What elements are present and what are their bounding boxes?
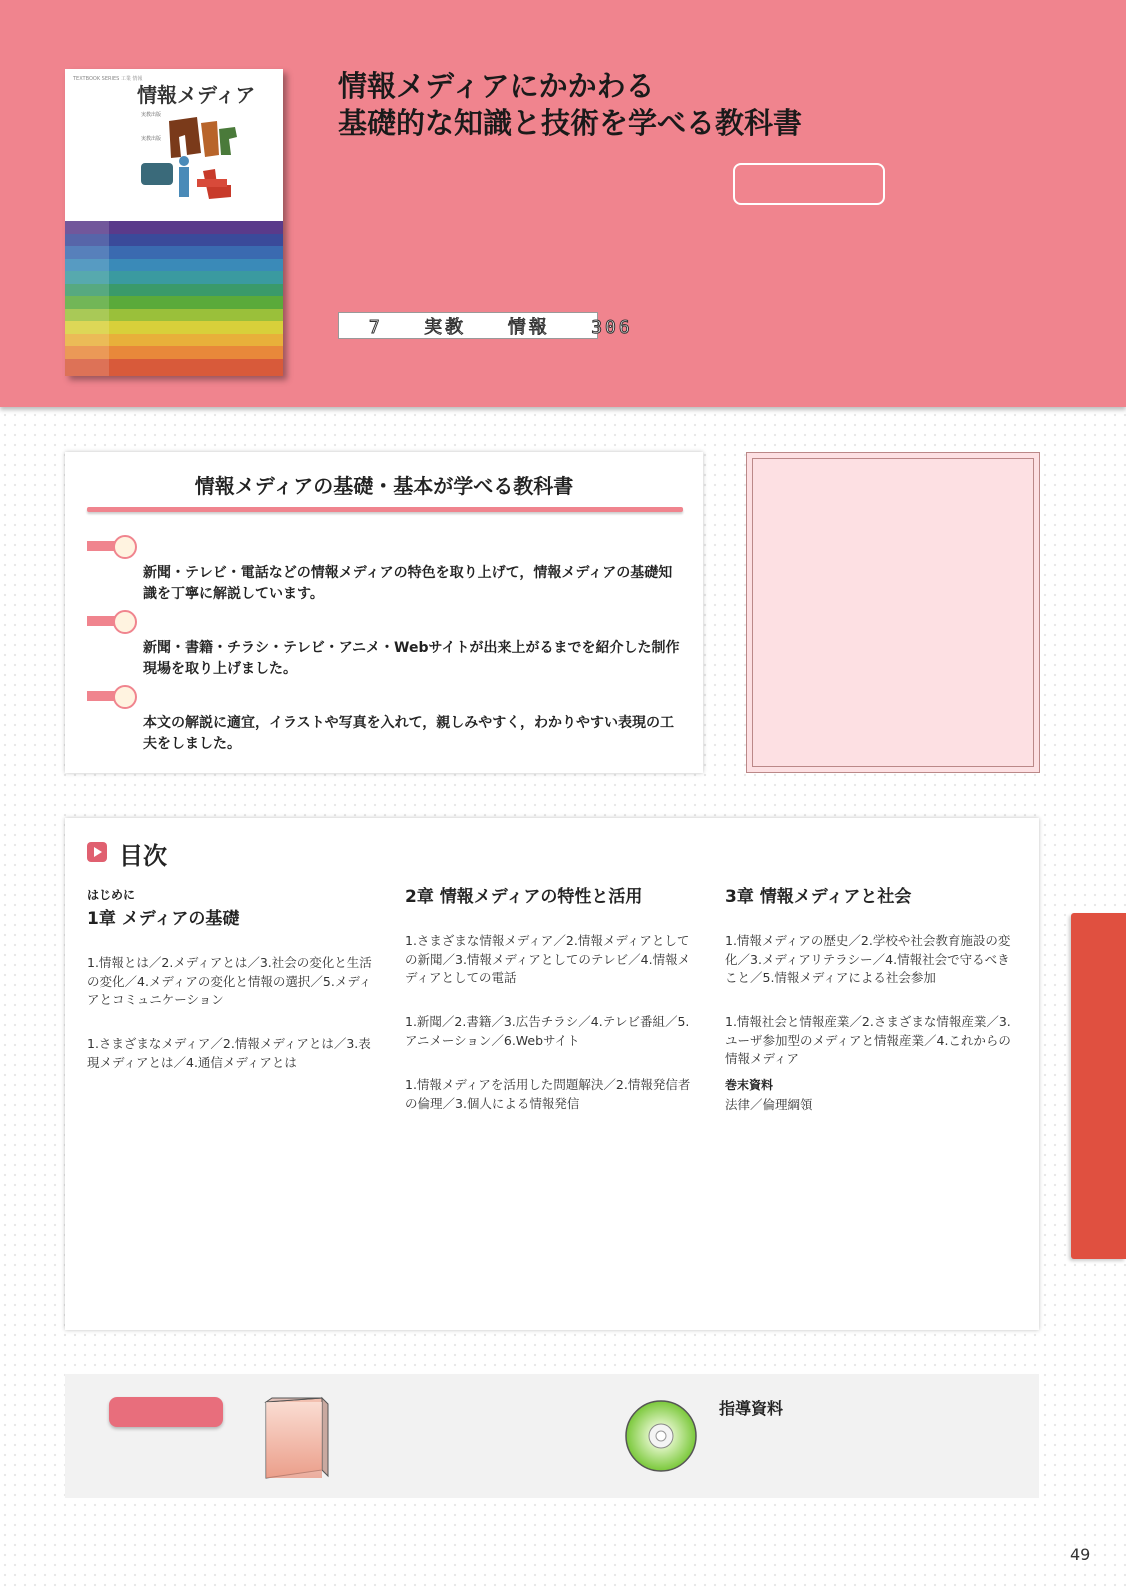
toc-chapter-3: 3章 情報メディアと社会	[725, 887, 912, 907]
image-placeholder-panel	[746, 452, 1040, 773]
feature-item-text: 新聞・書籍・チラシ・テレビ・アニメ・Webサイトが出来上がるまでを紹介した制作現場を取り上げました。	[143, 640, 680, 677]
toc-section: 1.情報とは／2.メディアとは／3.社会の変化と生活の変化／4.メディアの変化と情報の選択／5.メディアとコミュニケーション	[87, 955, 372, 1007]
toc-section: 1.情報メディアの歴史／2.学校や社会教育施設の変化／3.メディアリテラシー／4.情報社会で守るべきこと／5.情報メディアによる社会参加	[725, 933, 1011, 985]
cover-title: 情報メディア	[137, 83, 256, 107]
toc-section: 1.さまざまな情報メディア／2.情報メディアとしての新聞／3.情報メディアとしてのテレビ／4.情報メディアとしての電話	[405, 933, 691, 985]
feature-item-text: 新聞・テレビ・電話などの情報メディアの特色を取り上げて，情報メディアの基礎知識を丁寧に解説しています。	[143, 565, 673, 602]
toc-section: 1.さまざまなメディア／2.情報メディアとは／3.表現メディアとは／4.通信メディアとは	[87, 1036, 371, 1070]
toc-chapter-1: 1章 メディアの基礎	[87, 909, 240, 929]
toc-title: 目次	[119, 842, 167, 870]
feature-item-text: 本文の解説に適宜，イラストや写真を入れて，親しみやすく，わかりやすい表現の工夫をしました。	[143, 715, 675, 752]
cover-label: 実教出版	[141, 112, 162, 118]
toc-section: 1.情報社会と情報産業／2.さまざまな情報産業／3.ユーザ参加型のメディアと情報産業／4.これからの情報メディア	[725, 1014, 1011, 1066]
table-of-contents	[65, 818, 1039, 1330]
materials-label: 指導資料	[719, 1399, 784, 1418]
book-icon	[264, 1396, 330, 1482]
page-title-line-2: 基礎的な知識と技術を学べる教科書	[338, 106, 803, 140]
page-number: 49	[1070, 1545, 1091, 1564]
toc-chapter-2: 2章 情報メディアの特性と活用	[405, 887, 643, 907]
heading-underline	[87, 507, 683, 512]
book-cover-image	[65, 69, 283, 376]
toggle-bullet-icon	[87, 685, 137, 707]
materials-bar	[65, 1374, 1039, 1498]
cover-series-text: TEXTBOOK SERIES 工業 情報	[73, 76, 143, 82]
textbook-code: 7 実教 情報 306	[338, 312, 598, 339]
toggle-bullet-icon	[87, 610, 137, 632]
materials-pill	[109, 1397, 223, 1427]
page-title-line-1: 情報メディアにかかわる	[338, 69, 655, 103]
play-arrow-icon	[87, 842, 107, 862]
features-box	[65, 452, 703, 773]
toc-intro: はじめに	[87, 888, 136, 902]
cover-art-letters	[139, 113, 249, 217]
toc-appendix-text: 法律／倫理綱領	[725, 1097, 813, 1112]
cover-label: 実教出版	[141, 136, 162, 142]
toggle-bullet-icon	[87, 535, 137, 557]
toc-appendix-title: 巻末資料	[725, 1078, 774, 1092]
features-heading: 情報メディアの基礎・基本が学べる教科書	[194, 474, 574, 498]
toc-section: 1.情報メディアを活用した問題解決／2.情報発信者の倫理／3.個人による情報発信	[405, 1077, 691, 1111]
side-index-tab	[1071, 913, 1126, 1259]
cd-icon	[623, 1398, 699, 1474]
toc-section: 1.新聞／2.書籍／3.広告チラシ／4.テレビ番組／5.アニメーション／6.Webサイト	[405, 1014, 690, 1048]
cover-stripes	[65, 221, 283, 376]
header-outline-pill	[733, 163, 885, 205]
header-banner	[0, 0, 1126, 407]
